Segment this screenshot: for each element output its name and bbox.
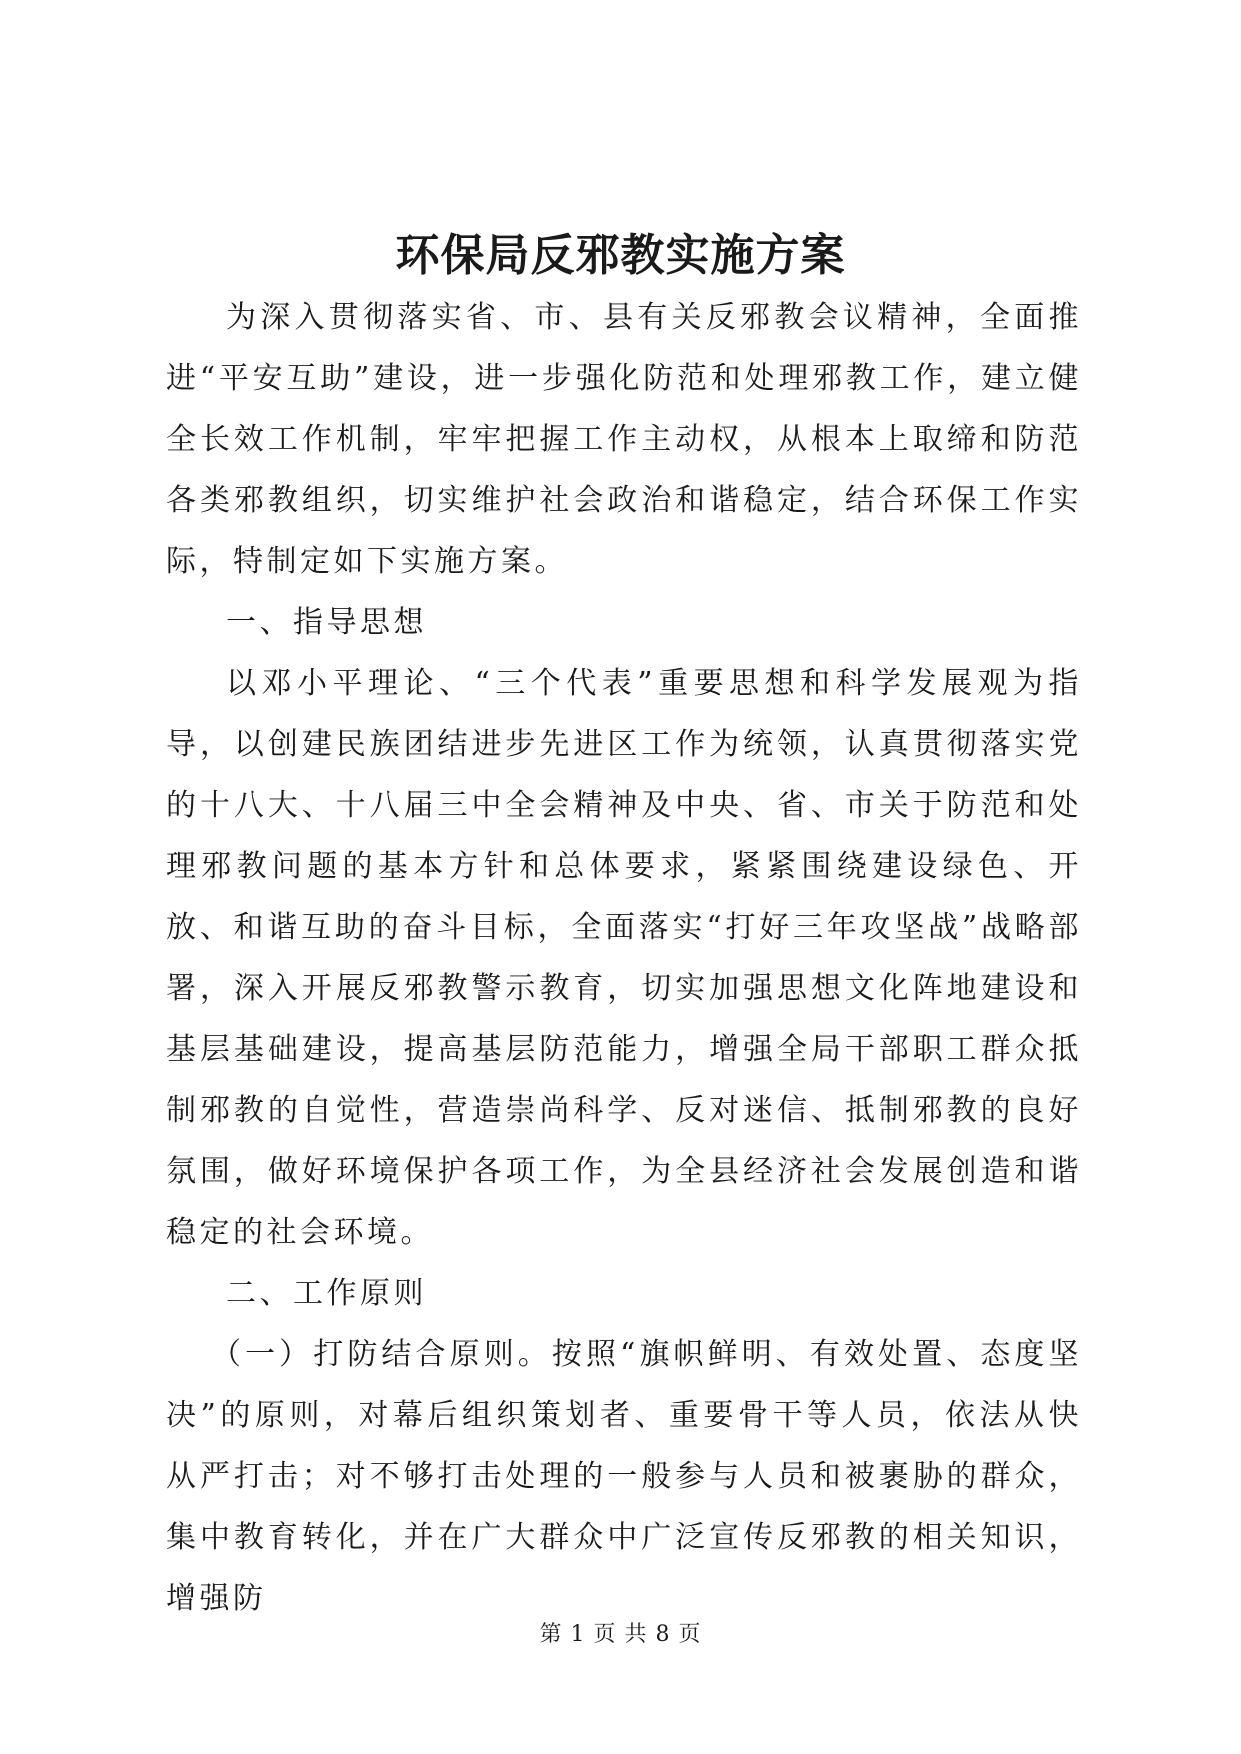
page-footer: 第 1 页 共 8 页	[539, 1622, 702, 1647]
paragraph-principle-one: （一）打防结合原则。按照“旗帜鲜明、有效处置、态度坚决”的原则，对幕后组织策划者、重要骨干等人员，依法从快从严打击；对不够打击处理的一般参与人员和被裹胁的群众，集中教育转化，并在广大群众中广泛宣传反邪教的相关知识，增强防	[166, 1337, 1082, 1616]
section-heading-guiding-ideology: 一、指导思想	[226, 605, 427, 640]
document-body	[166, 287, 1082, 1629]
document-title: 环保局反邪教实施方案	[395, 230, 846, 281]
section-heading-work-principles: 二、工作原则	[226, 1276, 427, 1311]
paragraph-intro: 为深入贯彻落实省、市、县有关反邪教会议精神，全面推进“平安互助”建设，进一步强化防范和处理邪教工作，建立健全长效工作机制，牢牢把握工作主动权，从根本上取缔和防范各类邪教组织，切实维护社会政治和谐稳定，结合环保工作实际，特制定如下实施方案。	[166, 300, 1082, 579]
paragraph-guiding-ideology: 以邓小平理论、“三个代表”重要思想和科学发展观为指导，以创建民族团结进步先进区工作为统领，认真贯彻落实党的十八大、十八届三中全会精神及中央、省、市关于防范和处理邪教问题的基本方针和总体要求，紧紧围绕建设绿色、开放、和谐互助的奋斗目标，全面落实“打好三年攻坚战”战略部署，深入开展反邪教警示教育，切实加强思想文化阵地建设和基层基础建设，提高基层防范能力，增强全局干部职工群众抵制邪教的自觉性，营造崇尚科学、反对迷信、抵制邪教的良好氛围，做好环境保护各项工作，为全县经济社会发展创造和谐稳定的社会环境。	[166, 666, 1082, 1250]
